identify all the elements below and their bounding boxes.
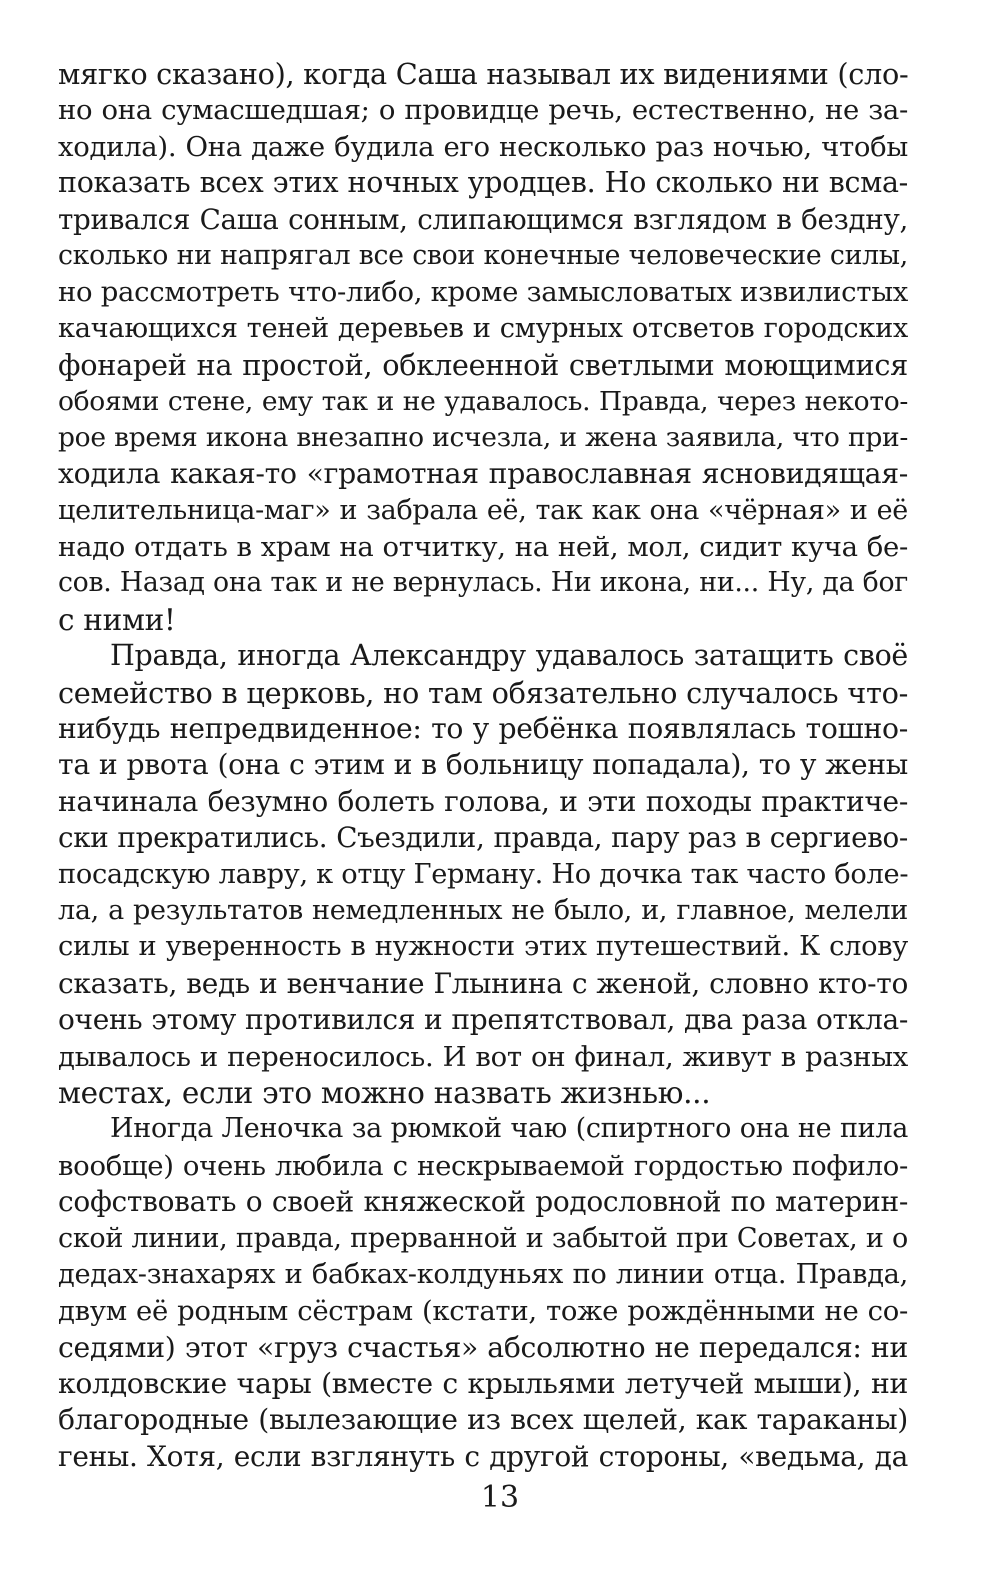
text-line: Иногда Леночка за рюмкой чаю (спиртного она не пила <box>110 1113 908 1145</box>
text-line: обоями стене, ему так и не удавалось. Правда, через некото- <box>58 385 908 417</box>
text-line: Правда, иногда Александру удавалось затащить своё <box>110 639 908 673</box>
text-line: вообще) очень любила с нескрываемой гордостью пофило- <box>58 1149 908 1182</box>
text-line: ходила). Она даже будила его несколько раз ночью, чтобы <box>58 130 908 163</box>
text-line: сказать, ведь и венчание Глынина с женой, словно кто-то <box>58 966 908 1000</box>
text-line: но рассмотреть что-либо, кроме замысловатых извилистых <box>58 276 908 309</box>
text-line: качающихся теней деревьев и смурных отсветов городских <box>58 312 908 344</box>
text-line: но она сумасшедшая; о провидце речь, естественно, не за- <box>58 94 908 127</box>
page-number: 13 <box>480 1480 520 1515</box>
text-line: рое время икона внезапно исчезла, и жена заявила, что при- <box>58 421 908 453</box>
text-line: с ними! <box>58 602 176 637</box>
text-line: двум её родным сёстрам (кстати, тоже рождёнными не со- <box>58 1295 908 1328</box>
text-line: колдовские чары (вместе с крыльями летучей мыши), ни <box>58 1367 908 1401</box>
text-line: гены. Хотя, если взглянуть с другой стороны, «ведьма, да <box>58 1439 908 1473</box>
text-line: местах, если это можно назвать жизнью... <box>58 1075 711 1110</box>
text-line: тривался Саша сонным, слипающимся взглядом в бездну, <box>58 202 908 236</box>
text-line: показать всех этих ночных уродцев. Но сколько ни всма- <box>58 166 908 200</box>
text-line: надо отдать в храм на отчитку, на ней, мол, сидит куча бе- <box>58 531 908 564</box>
text-line: очень этому противился и препятствовал, два раза откла- <box>58 1003 908 1037</box>
text-line: фонарей на простой, обклеенной светлыми моющимися <box>58 348 908 383</box>
text-line: ской линии, правда, прерванной и забытой при Советах, и о <box>58 1222 908 1254</box>
text-line: семейство в церковь, но там обязательно случалось что- <box>58 675 908 710</box>
text-line: посадскую лавру, к отцу Герману. Но дочка так часто боле- <box>58 858 909 890</box>
text-line: ла, а результатов немедленных не было, и, главное, мелели <box>58 894 908 926</box>
text-line: ходила какая-то «грамотная православная ясновидящая- <box>58 457 908 491</box>
text-line: благородные (вылезающие из всех щелей, как тараканы) <box>58 1403 908 1437</box>
text-line: начинала безумно болеть голова, и эти походы практиче- <box>58 784 908 818</box>
text-line: та и рвота (она с этим и в больницу попадала), то у жены <box>58 748 908 782</box>
text-line: нибудь непредвиденное: то у ребёнка появлялась тошно- <box>58 712 908 746</box>
text-line: софствовать о своей княжеской родословной по материн- <box>58 1185 908 1219</box>
page-body-text <box>58 56 908 1475</box>
text-line: дывалось и переносилось. И вот он финал, живут в разных <box>58 1040 908 1073</box>
text-line: седями) этот «груз счастья» абсолютно не передался: ни <box>58 1330 908 1364</box>
text-line: дедах-знахарях и бабках-колдуньях по линии отца. Правда, <box>58 1258 908 1290</box>
text-line: силы и уверенность в нужности этих путешествий. К слову <box>58 931 908 963</box>
text-line: мягко сказано), когда Саша называл их видениями (сло- <box>58 57 909 91</box>
text-line: сов. Назад она так и не вернулась. Ни икона, ни... Ну, да бог <box>58 567 908 599</box>
text-line: целительница-маг» и забрала её, так как она «чёрная» и её <box>58 494 908 526</box>
text-line: сколько ни напрягал все свои конечные человеческие силы, <box>58 239 908 271</box>
text-line: ски прекратились. Съездили, правда, пару раз в сергиево- <box>58 821 908 855</box>
